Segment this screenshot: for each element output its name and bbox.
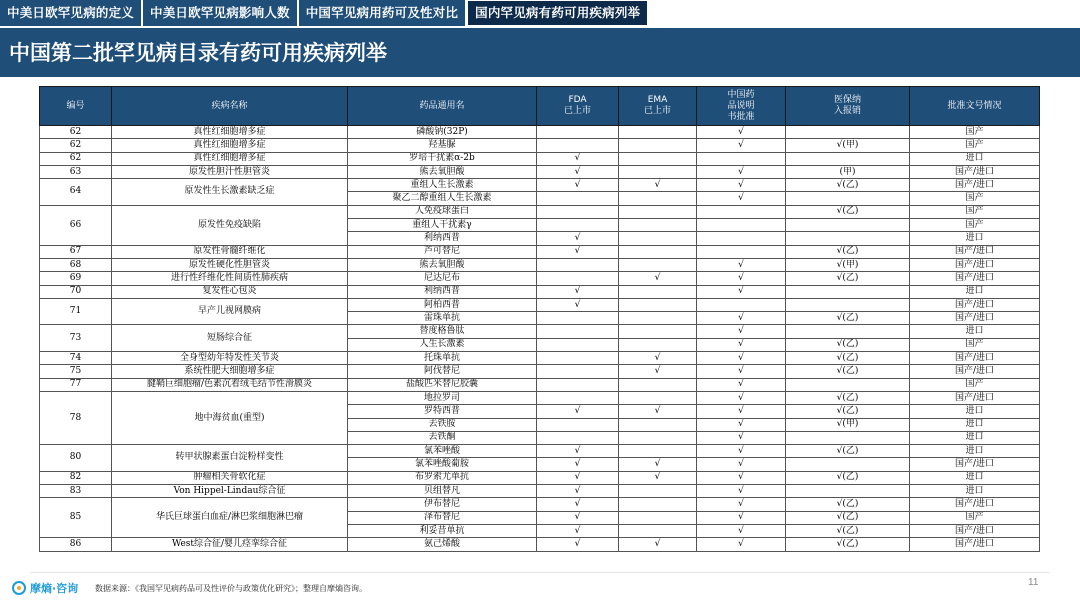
cell-insurance <box>786 325 910 338</box>
brand-logo <box>12 580 78 596</box>
disease-drug-table <box>39 86 1040 552</box>
table-row <box>40 179 1040 192</box>
cell-insurance <box>786 232 910 245</box>
table-row <box>40 126 1040 139</box>
cell-insurance <box>786 192 910 205</box>
cell-fda <box>537 391 619 404</box>
table-row <box>40 378 1040 391</box>
cell-drug: 罗培干扰素α-2b <box>348 152 537 165</box>
footer-divider <box>30 572 1050 573</box>
cell-approval: 国产/进口 <box>910 458 1040 471</box>
cell-number: 66 <box>40 205 112 245</box>
cell-number: 69 <box>40 272 112 285</box>
cell-insurance <box>786 152 910 165</box>
cell-disease: 华氏巨球蛋白血症/淋巴浆细胞淋巴瘤 <box>112 498 348 538</box>
cell-approval: 进口 <box>910 471 1040 484</box>
cell-china-label: √ <box>697 285 786 298</box>
cell-ema <box>619 298 697 311</box>
cell-approval: 进口 <box>910 445 1040 458</box>
cell-drug: 罗特西普 <box>348 405 537 418</box>
cell-disease: 复发性心包炎 <box>112 285 348 298</box>
cell-drug: 利妥昔单抗 <box>348 524 537 537</box>
cell-drug: 氯苯唑酸 <box>348 445 537 458</box>
cell-number: 77 <box>40 378 112 391</box>
cell-fda <box>537 139 619 152</box>
cell-drug: 去铁胺 <box>348 418 537 431</box>
cell-china-label: √ <box>697 524 786 537</box>
cell-approval: 国产/进口 <box>910 524 1040 537</box>
cell-approval: 国产 <box>910 219 1040 232</box>
table-row <box>40 245 1040 258</box>
header-approval: 批准文号情况 <box>910 87 1040 126</box>
header-china-label: 中国药 品说明 书批准 <box>697 87 786 126</box>
cell-ema: √ <box>619 405 697 418</box>
cell-approval: 国产/进口 <box>910 272 1040 285</box>
cell-ema <box>619 378 697 391</box>
cell-fda: √ <box>537 232 619 245</box>
cell-china-label: √ <box>697 405 786 418</box>
cell-disease: 短肠综合征 <box>112 325 348 352</box>
cell-fda <box>537 219 619 232</box>
cell-fda <box>537 325 619 338</box>
cell-fda: √ <box>537 511 619 524</box>
cell-drug: 聚乙二醇重组人生长激素 <box>348 192 537 205</box>
tab-3[interactable]: 中国罕见病用药可及性对比 <box>299 0 465 26</box>
cell-ema: √ <box>619 179 697 192</box>
cell-ema <box>619 445 697 458</box>
cell-approval: 进口 <box>910 285 1040 298</box>
cell-drug: 人免疫球蛋白 <box>348 205 537 218</box>
cell-fda: √ <box>537 498 619 511</box>
cell-number: 75 <box>40 365 112 378</box>
header-insurance: 医保纳 入报销 <box>786 87 910 126</box>
cell-china-label: √ <box>697 179 786 192</box>
cell-number: 70 <box>40 285 112 298</box>
cell-approval: 国产 <box>910 192 1040 205</box>
table-row <box>40 298 1040 311</box>
cell-approval: 国产/进口 <box>910 165 1040 178</box>
cell-insurance: √(乙) <box>786 338 910 351</box>
cell-china-label: √ <box>697 192 786 205</box>
cell-fda: √ <box>537 405 619 418</box>
cell-drug: 泽布替尼 <box>348 511 537 524</box>
cell-drug: 重组人生长激素 <box>348 179 537 192</box>
cell-china-label <box>697 219 786 232</box>
cell-disease: 转甲状腺素蛋白淀粉样变性 <box>112 445 348 472</box>
cell-drug: 磷酸钠(32P) <box>348 126 537 139</box>
cell-china-label: √ <box>697 165 786 178</box>
cell-ema <box>619 139 697 152</box>
cell-drug: 去铁酮 <box>348 431 537 444</box>
cell-china-label <box>697 152 786 165</box>
cell-fda <box>537 312 619 325</box>
cell-approval: 进口 <box>910 418 1040 431</box>
tab-2[interactable]: 中美日欧罕见病影响人数 <box>143 0 297 26</box>
cell-approval: 国产 <box>910 511 1040 524</box>
cell-ema <box>619 205 697 218</box>
cell-insurance: √(甲) <box>786 139 910 152</box>
cell-insurance: √(乙) <box>786 272 910 285</box>
cell-drug: 利纳西普 <box>348 232 537 245</box>
cell-approval: 国产/进口 <box>910 365 1040 378</box>
cell-drug: 芦可替尼 <box>348 245 537 258</box>
cell-fda: √ <box>537 245 619 258</box>
cell-insurance: √(甲) <box>786 418 910 431</box>
cell-number: 64 <box>40 179 112 206</box>
cell-number: 62 <box>40 152 112 165</box>
cell-fda: √ <box>537 538 619 551</box>
cell-drug: 氨己烯酸 <box>348 538 537 551</box>
cell-fda: √ <box>537 445 619 458</box>
cell-china-label: √ <box>697 498 786 511</box>
cell-china-label <box>697 245 786 258</box>
cell-ema <box>619 192 697 205</box>
cell-insurance: √(乙) <box>786 365 910 378</box>
cell-ema <box>619 152 697 165</box>
cell-disease: 全身型幼年特发性关节炎 <box>112 352 348 365</box>
cell-disease: 地中海贫血(重型) <box>112 391 348 444</box>
cell-number: 62 <box>40 126 112 139</box>
table-row <box>40 285 1040 298</box>
cell-ema <box>619 232 697 245</box>
cell-insurance: √(乙) <box>786 524 910 537</box>
cell-insurance <box>786 285 910 298</box>
cell-ema <box>619 338 697 351</box>
cell-insurance <box>786 126 910 139</box>
table-row <box>40 365 1040 378</box>
cell-drug: 贝组替凡 <box>348 485 537 498</box>
cell-insurance <box>786 431 910 444</box>
title-bar <box>0 28 1080 77</box>
cell-approval: 国产/进口 <box>910 498 1040 511</box>
cell-disease: 原发性胆汁性胆管炎 <box>112 165 348 178</box>
cell-approval: 进口 <box>910 152 1040 165</box>
table-header-row <box>40 87 1040 126</box>
cell-insurance <box>786 485 910 498</box>
cell-insurance <box>786 458 910 471</box>
table-row <box>40 498 1040 511</box>
cell-ema <box>619 511 697 524</box>
cell-drug: 熊去氧胆酸 <box>348 165 537 178</box>
table-row <box>40 139 1040 152</box>
cell-drug: 布罗索尤单抗 <box>348 471 537 484</box>
cell-disease: 早产儿视网膜病 <box>112 298 348 325</box>
cell-drug: 羟基脲 <box>348 139 537 152</box>
cell-insurance: √(乙) <box>786 511 910 524</box>
cell-number: 68 <box>40 258 112 271</box>
cell-fda <box>537 192 619 205</box>
cell-drug: 人生长激素 <box>348 338 537 351</box>
cell-china-label: √ <box>697 126 786 139</box>
cell-china-label: √ <box>697 538 786 551</box>
tab-1[interactable]: 中美日欧罕见病的定义 <box>0 0 141 26</box>
cell-ema <box>619 219 697 232</box>
cell-approval: 国产 <box>910 126 1040 139</box>
cell-number: 86 <box>40 538 112 551</box>
table-row <box>40 165 1040 178</box>
cell-ema <box>619 325 697 338</box>
cell-insurance <box>786 378 910 391</box>
cell-drug: 阿柏西普 <box>348 298 537 311</box>
cell-disease: 系统性肥大细胞增多症 <box>112 365 348 378</box>
cell-ema <box>619 245 697 258</box>
cell-number: 62 <box>40 139 112 152</box>
cell-drug: 替度格鲁肽 <box>348 325 537 338</box>
cell-china-label: √ <box>697 139 786 152</box>
cell-insurance <box>786 298 910 311</box>
cell-disease: 真性红细胞增多症 <box>112 139 348 152</box>
cell-insurance: √(乙) <box>786 471 910 484</box>
cell-fda <box>537 418 619 431</box>
cell-approval: 国产/进口 <box>910 538 1040 551</box>
cell-china-label: √ <box>697 325 786 338</box>
cell-drug: 尼达尼布 <box>348 272 537 285</box>
cell-ema <box>619 391 697 404</box>
cell-disease: 原发性免疫缺陷 <box>112 205 348 245</box>
cell-drug: 地拉罗司 <box>348 391 537 404</box>
header-ema: EMA 已上市 <box>619 87 697 126</box>
cell-insurance: √(乙) <box>786 179 910 192</box>
cell-approval: 进口 <box>910 431 1040 444</box>
cell-disease: 真性红细胞增多症 <box>112 126 348 139</box>
cell-china-label: √ <box>697 352 786 365</box>
cell-drug: 重组人干扰素γ <box>348 219 537 232</box>
cell-approval: 国产 <box>910 338 1040 351</box>
cell-ema: √ <box>619 365 697 378</box>
cell-china-label: √ <box>697 258 786 271</box>
cell-china-label <box>697 205 786 218</box>
cell-fda: √ <box>537 471 619 484</box>
cell-china-label: √ <box>697 391 786 404</box>
table-row <box>40 391 1040 404</box>
table-row <box>40 325 1040 338</box>
brand-logo-icon <box>12 581 26 595</box>
cell-drug: 熊去氧胆酸 <box>348 258 537 271</box>
cell-number: 78 <box>40 391 112 444</box>
cell-china-label: √ <box>697 431 786 444</box>
cell-drug: 氯苯唑酸葡胺 <box>348 458 537 471</box>
page-title: 中国第二批罕见病目录有药可用疾病列举 <box>9 41 387 65</box>
tab-4[interactable]: 国内罕见病有药可用疾病列举 <box>467 0 648 26</box>
cell-fda <box>537 378 619 391</box>
cell-insurance: √(乙) <box>786 445 910 458</box>
cell-fda <box>537 352 619 365</box>
cell-drug: 伊布替尼 <box>348 498 537 511</box>
cell-approval: 进口 <box>910 325 1040 338</box>
cell-fda: √ <box>537 165 619 178</box>
cell-ema <box>619 285 697 298</box>
cell-fda <box>537 272 619 285</box>
cell-number: 83 <box>40 485 112 498</box>
cell-number: 63 <box>40 165 112 178</box>
table-row <box>40 205 1040 218</box>
table-row <box>40 152 1040 165</box>
cell-fda: √ <box>537 458 619 471</box>
cell-ema: √ <box>619 538 697 551</box>
cell-ema <box>619 524 697 537</box>
brand-logo-text: 摩熵·咨询 <box>30 582 79 595</box>
cell-approval: 国产/进口 <box>910 298 1040 311</box>
cell-insurance: √(乙) <box>786 352 910 365</box>
cell-number: 80 <box>40 445 112 472</box>
table-row <box>40 445 1040 458</box>
cell-china-label: √ <box>697 471 786 484</box>
cell-china-label: √ <box>697 365 786 378</box>
cell-drug: 盐酸匹米替尼胶囊 <box>348 378 537 391</box>
cell-ema: √ <box>619 352 697 365</box>
table-row <box>40 258 1040 271</box>
section-tabs <box>0 0 650 26</box>
cell-insurance: √(乙) <box>786 245 910 258</box>
cell-ema <box>619 498 697 511</box>
cell-number: 85 <box>40 498 112 538</box>
cell-china-label: √ <box>697 378 786 391</box>
cell-ema <box>619 431 697 444</box>
cell-drug: 雷珠单抗 <box>348 312 537 325</box>
cell-approval: 国产/进口 <box>910 245 1040 258</box>
cell-insurance: √(乙) <box>786 391 910 404</box>
cell-fda: √ <box>537 298 619 311</box>
cell-china-label: √ <box>697 312 786 325</box>
cell-china-label: √ <box>697 511 786 524</box>
table-row <box>40 352 1040 365</box>
data-source-note: 数据来源：《我国罕见病药品可及性评价与政策优化研究》；整理自摩熵咨询。 <box>95 584 367 593</box>
cell-disease: 原发性硬化性胆管炎 <box>112 258 348 271</box>
cell-approval: 进口 <box>910 485 1040 498</box>
cell-disease: 原发性生长激素缺乏症 <box>112 179 348 206</box>
cell-approval: 进口 <box>910 232 1040 245</box>
cell-drug: 阿伐替尼 <box>348 365 537 378</box>
header-number: 编号 <box>40 87 112 126</box>
cell-fda <box>537 126 619 139</box>
table-row <box>40 471 1040 484</box>
cell-disease: 腱鞘巨细胞瘤/色素沉着绒毛结节性滑膜炎 <box>112 378 348 391</box>
cell-ema: √ <box>619 458 697 471</box>
cell-approval: 国产/进口 <box>910 312 1040 325</box>
cell-ema <box>619 418 697 431</box>
cell-insurance: √(乙) <box>786 538 910 551</box>
cell-approval: 国产/进口 <box>910 391 1040 404</box>
cell-disease: 真性红细胞增多症 <box>112 152 348 165</box>
cell-approval: 国产 <box>910 139 1040 152</box>
cell-approval: 国产/进口 <box>910 258 1040 271</box>
cell-insurance: √(甲) <box>786 258 910 271</box>
cell-fda <box>537 205 619 218</box>
cell-disease: 进行性纤维化性间质性肺疾病 <box>112 272 348 285</box>
cell-china-label <box>697 232 786 245</box>
cell-china-label <box>697 298 786 311</box>
cell-fda: √ <box>537 152 619 165</box>
table-row <box>40 538 1040 551</box>
cell-disease: West综合征/婴儿痉挛综合征 <box>112 538 348 551</box>
cell-fda: √ <box>537 524 619 537</box>
cell-ema <box>619 485 697 498</box>
cell-insurance <box>786 219 910 232</box>
cell-disease: 原发性骨髓纤维化 <box>112 245 348 258</box>
cell-ema <box>619 126 697 139</box>
cell-china-label: √ <box>697 458 786 471</box>
cell-number: 74 <box>40 352 112 365</box>
cell-fda: √ <box>537 285 619 298</box>
table-row <box>40 272 1040 285</box>
cell-insurance: (甲) <box>786 165 910 178</box>
cell-drug: 利纳西普 <box>348 285 537 298</box>
cell-approval: 国产 <box>910 205 1040 218</box>
cell-number: 71 <box>40 298 112 325</box>
cell-fda: √ <box>537 179 619 192</box>
cell-china-label: √ <box>697 445 786 458</box>
cell-china-label: √ <box>697 338 786 351</box>
page-number: 11 <box>1028 577 1039 588</box>
cell-number: 67 <box>40 245 112 258</box>
cell-disease: Von Hippel-Lindau综合征 <box>112 485 348 498</box>
cell-insurance: √(乙) <box>786 405 910 418</box>
cell-ema <box>619 312 697 325</box>
cell-china-label: √ <box>697 485 786 498</box>
cell-ema: √ <box>619 471 697 484</box>
cell-insurance: √(乙) <box>786 312 910 325</box>
cell-china-label: √ <box>697 272 786 285</box>
cell-china-label: √ <box>697 418 786 431</box>
cell-ema <box>619 258 697 271</box>
header-disease-name: 疾病名称 <box>112 87 348 126</box>
cell-number: 82 <box>40 471 112 484</box>
cell-approval: 国产/进口 <box>910 352 1040 365</box>
cell-approval: 国产 <box>910 378 1040 391</box>
cell-insurance: √(乙) <box>786 498 910 511</box>
cell-fda <box>537 365 619 378</box>
header-drug-name: 药品通用名 <box>348 87 537 126</box>
cell-disease: 肿瘤相关骨软化症 <box>112 471 348 484</box>
cell-fda <box>537 258 619 271</box>
cell-approval: 国产/进口 <box>910 179 1040 192</box>
cell-drug: 托珠单抗 <box>348 352 537 365</box>
cell-insurance: √(乙) <box>786 205 910 218</box>
cell-ema: √ <box>619 272 697 285</box>
cell-number: 73 <box>40 325 112 352</box>
cell-fda <box>537 431 619 444</box>
cell-fda: √ <box>537 485 619 498</box>
table-row <box>40 485 1040 498</box>
cell-approval: 进口 <box>910 405 1040 418</box>
header-fda: FDA 已上市 <box>537 87 619 126</box>
cell-fda <box>537 338 619 351</box>
cell-ema <box>619 165 697 178</box>
